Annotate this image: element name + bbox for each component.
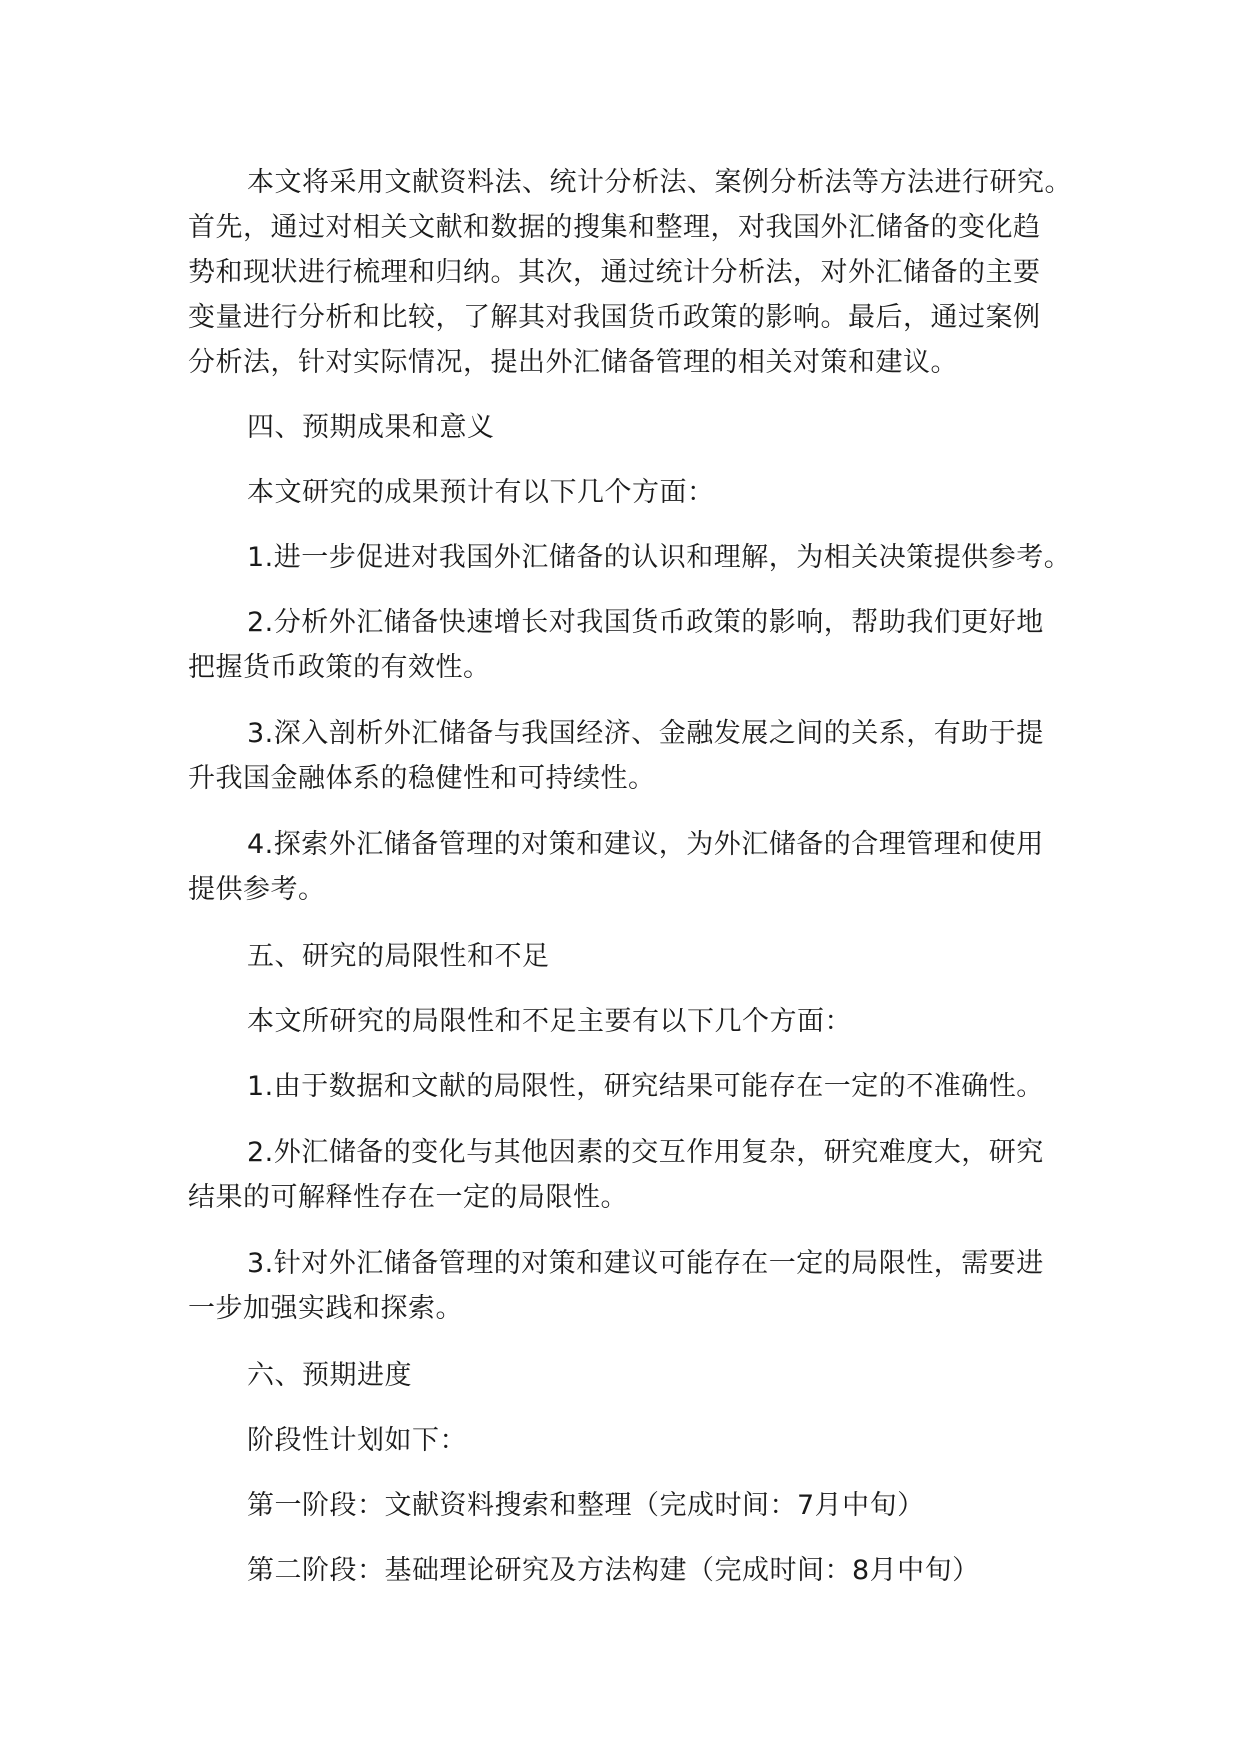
paragraph-methods bbox=[188, 160, 1072, 385]
section-heading: 五、研究的局限性和不足 bbox=[247, 941, 550, 972]
paragraph-limitations-intro bbox=[188, 999, 1048, 1044]
text-line: 阶段性计划如下： bbox=[247, 1425, 467, 1456]
text-line: 本文所研究的局限性和不足主要有以下几个方面： bbox=[247, 1006, 852, 1037]
text-line: 本文研究的成果预计有以下几个方面： bbox=[247, 477, 715, 508]
text-line: 3.深入剖析外汇储备与我国经济、金融发展之间的关系，有助于提 bbox=[247, 718, 1044, 749]
list-item-result-2 bbox=[188, 600, 1048, 690]
text-line: 势和现状进行梳理和归纳。其次，通过统计分析法，对外汇储备的主要 bbox=[188, 257, 1041, 288]
paragraph-schedule-intro bbox=[188, 1418, 1048, 1463]
list-item-result-3 bbox=[188, 711, 1048, 801]
list-item-result-1 bbox=[188, 535, 1072, 580]
text-line: 本文将采用文献资料法、统计分析法、案例分析法等方法进行研究。 bbox=[247, 167, 1072, 198]
text-line: 结果的可解释性存在一定的局限性。 bbox=[188, 1182, 628, 1213]
text-line: 2.外汇储备的变化与其他因素的交互作用复杂，研究难度大，研究 bbox=[247, 1137, 1044, 1168]
text-line: 升我国金融体系的稳健性和可持续性。 bbox=[188, 763, 656, 794]
text-line: 3.针对外汇储备管理的对策和建议可能存在一定的局限性，需要进 bbox=[247, 1248, 1044, 1279]
text-line: 首先，通过对相关文献和数据的搜集和整理，对我国外汇储备的变化趋 bbox=[188, 212, 1041, 243]
text-line: 分析法，针对实际情况，提出外汇储备管理的相关对策和建议。 bbox=[188, 347, 958, 378]
text-line: 1.由于数据和文献的局限性，研究结果可能存在一定的不准确性。 bbox=[247, 1071, 1044, 1102]
text-line: 变量进行分析和比较，了解其对我国货币政策的影响。最后，通过案例 bbox=[188, 302, 1041, 333]
text-line: 4.探索外汇储备管理的对策和建议，为外汇储备的合理管理和使用 bbox=[247, 829, 1044, 860]
list-item-phase-1 bbox=[188, 1483, 1048, 1528]
text-line: 把握货币政策的有效性。 bbox=[188, 652, 491, 683]
list-item-limitation-1 bbox=[188, 1064, 1048, 1109]
list-item-limitation-3 bbox=[188, 1241, 1048, 1331]
text-line: 一步加强实践和探索。 bbox=[188, 1293, 463, 1324]
text-line: 第一阶段：文献资料搜索和整理（完成时间：7月中旬） bbox=[247, 1490, 925, 1521]
text-line: 2.分析外汇储备快速增长对我国货币政策的影响，帮助我们更好地 bbox=[247, 607, 1044, 638]
paragraph-results-intro bbox=[188, 470, 1048, 515]
text-line: 第二阶段：基础理论研究及方法构建（完成时间：8月中旬） bbox=[247, 1555, 980, 1586]
section-heading-limitations bbox=[188, 934, 1048, 979]
section-heading: 四、预期成果和意义 bbox=[247, 412, 495, 443]
list-item-phase-2 bbox=[188, 1548, 1048, 1593]
list-item-result-4 bbox=[188, 822, 1048, 912]
section-heading: 六、预期进度 bbox=[247, 1360, 412, 1391]
section-heading-schedule bbox=[188, 1353, 1048, 1398]
list-item-limitation-2 bbox=[188, 1130, 1048, 1220]
section-heading-expected-results bbox=[188, 405, 1048, 450]
text-line: 提供参考。 bbox=[188, 874, 326, 905]
text-line: 1.进一步促进对我国外汇储备的认识和理解，为相关决策提供参考。 bbox=[247, 542, 1072, 573]
